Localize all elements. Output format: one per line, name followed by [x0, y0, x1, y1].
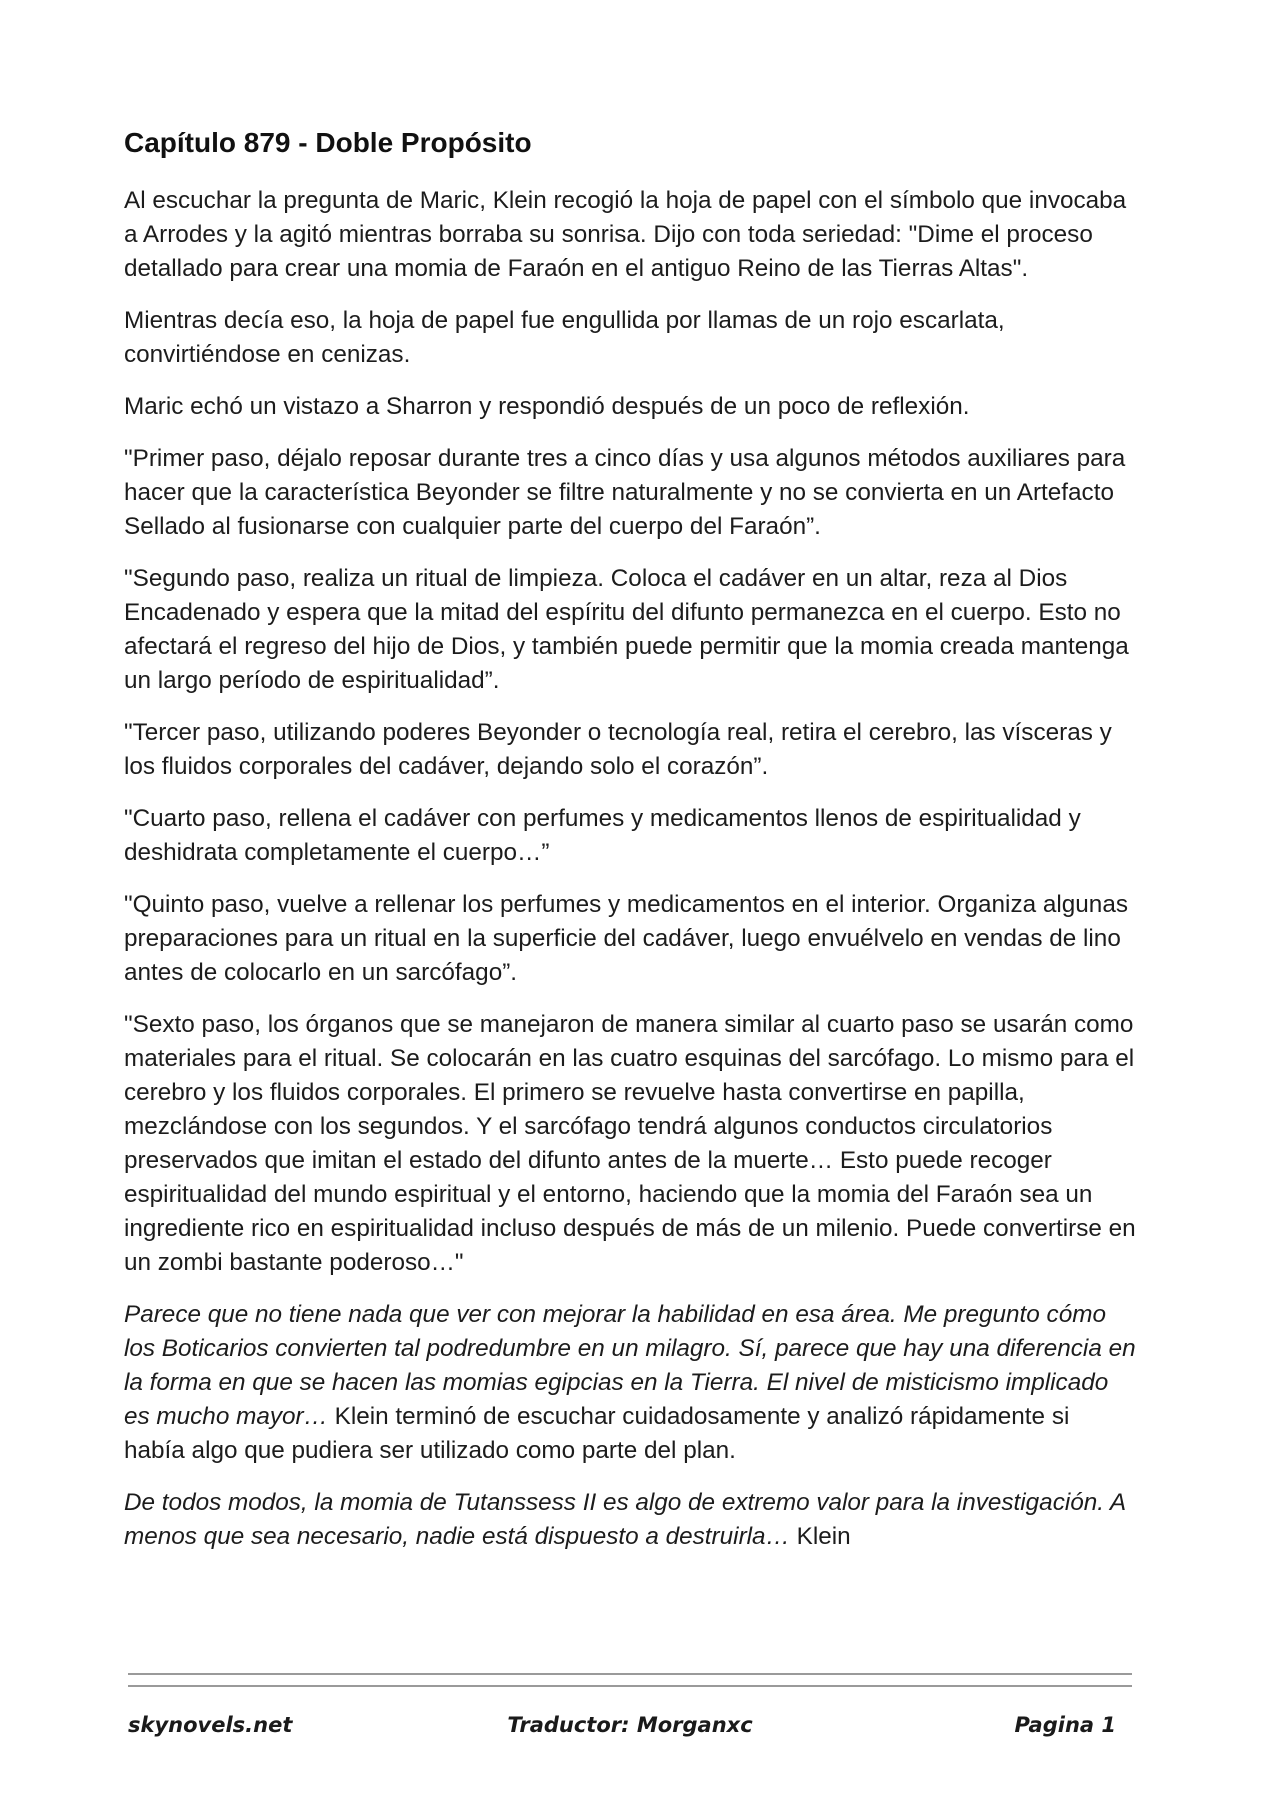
document-page — [124, 126, 1136, 1572]
page-footer — [128, 1713, 1132, 1747]
inner-thought-text: Parece que no tiene nada que ver con mejorar la habilidad en esa área. Me pregunto cómo los Boticarios convierten tal podredumbre en un milagro. Sí, parece que hay una diferencia en la forma en que se hacen las momias egipcias en la Tierra. El nivel de misticismo implicado es mucho mayor… — [124, 1301, 1136, 1430]
footer-divider-top — [128, 1673, 1132, 1675]
paragraph: Maric echó un vistazo a Sharron y respondió después de un poco de reflexión. — [124, 393, 970, 420]
paragraph: Mientras decía eso, la hoja de papel fue engullida por llamas de un rojo escarlata, convirtiéndose en cenizas. — [124, 307, 1005, 368]
narration-text: Klein — [789, 1523, 851, 1550]
footer-site-name: skynovels.net — [128, 1713, 293, 1737]
paragraph: "Cuarto paso, rellena el cadáver con perfumes y medicamentos llenos de espiritualidad y deshidrata completamente el cuerpo…” — [124, 805, 1081, 866]
paragraph: "Tercer paso, utilizando poderes Beyonder o tecnología real, retira el cerebro, las vísceras y los fluidos corporales del cadáver, dejando solo el corazón”. — [124, 719, 1112, 780]
footer-page-number: Pagina 1 — [1014, 1713, 1116, 1737]
paragraph: "Primer paso, déjalo reposar durante tres a cinco días y usa algunos métodos auxiliares para hacer que la característica Beyonder se filtre naturalmente y no se convierta en un Artefacto Sellado al fusionarse con cualquier parte del cuerpo del Faraón”. — [124, 445, 1126, 540]
paragraph-mixed — [124, 1298, 1136, 1468]
paragraph: "Quinto paso, vuelve a rellenar los perfumes y medicamentos en el interior. Organiza algunas preparaciones para un ritual en la superficie del cadáver, luego envuélvelo en vendas de lino antes de colocarlo en un sarcófago”. — [124, 891, 1128, 986]
narration-text: Klein terminó de escuchar cuidadosamente y analizó rápidamente si había algo que pudiera ser utilizado como parte del plan. — [124, 1403, 1070, 1464]
paragraph: "Segundo paso, realiza un ritual de limpieza. Coloca el cadáver en un altar, reza al Dios Encadenado y espera que la mitad del espíritu del difunto permanezca en el cuerpo. Esto no afectará el regreso del hijo de Dios, y también puede permitir que la momia creada mantenga un largo período de espiritualidad”. — [124, 565, 1129, 694]
paragraph-mixed — [124, 1486, 1136, 1554]
paragraph: "Sexto paso, los órganos que se manejaron de manera similar al cuarto paso se usarán como materiales para el ritual. Se colocarán en las cuatro esquinas del sarcófago. Lo mismo para el cerebro y los fluidos corporales. El primero se revuelve hasta convertirse en papilla, mezclándose con los segundos. Y el sarcófago tendrá algunos conductos circulatorios preservados que imitan el estado del difunto antes de la muerte… Esto puede recoger espiritualidad del mundo espiritual y el entorno, haciendo que la momia del Faraón sea un ingrediente rico en espiritualidad incluso después de más de un milenio. Puede convertirse en un zombi bastante poderoso…" — [124, 1011, 1136, 1276]
inner-thought-text: De todos modos, la momia de Tutanssess II es algo de extremo valor para la investigación. A menos que sea necesario, nadie está dispuesto a destruirla… — [124, 1489, 1126, 1550]
paragraph: Al escuchar la pregunta de Maric, Klein recogió la hoja de papel con el símbolo que invocaba a Arrodes y la agitó mientras borraba su sonrisa. Dijo con toda seriedad: "Dime el proceso detallado para crear una momia de Faraón en el antiguo Reino de las Tierras Altas". — [124, 187, 1127, 282]
chapter-title: Capítulo 879 - Doble Propósito — [124, 127, 532, 158]
footer-translator: Traductor: Morganxc — [507, 1713, 753, 1737]
footer-divider-bottom — [128, 1685, 1132, 1687]
